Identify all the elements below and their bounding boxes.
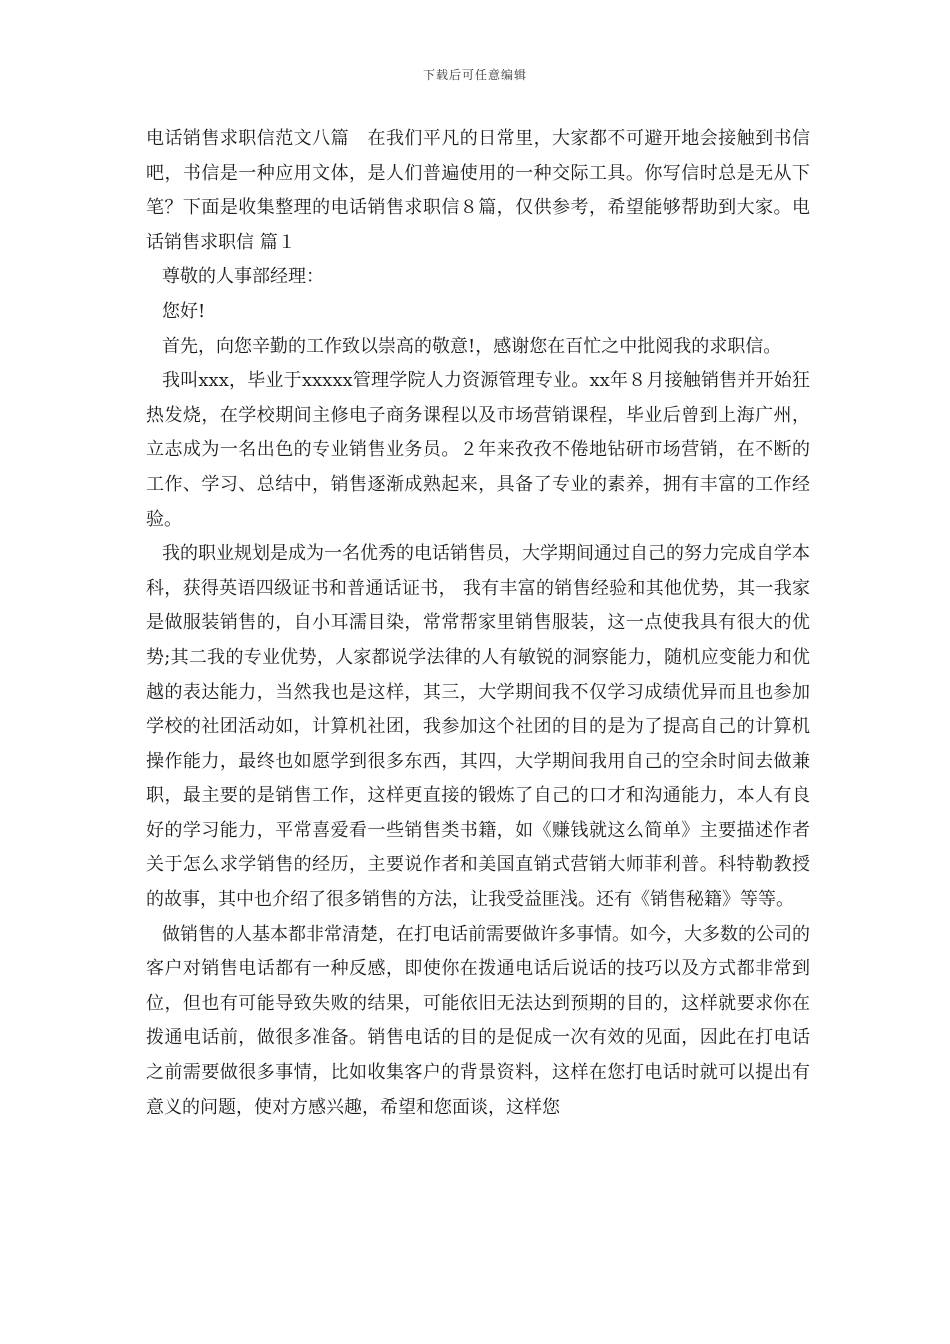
career-plan-paragraph: 我的职业规划是成为一名优秀的电话销售员，大学期间通过自己的努力完成自学本科，获得英语四级证书和普通话证书， 我有丰富的销售经验和其他优势，其一我家是做服装销售的，自小耳濡目染，常常帮家里销售服装，这一点使我具有很大的优势;其二我的专业优势，人家都说学法律的人有敏锐的洞察能力，随机应变能力和优越的表达能力，当然我也是这样，其三，大学期间我不仅学习成绩优异而且也参加学校的社团活动如，计算机社团，我参加这个社团的目的是为了提高自己的计算机操作能力，最终也如愿学到很多东西，其四，大学期间我用自己的空余时间去做兼职，最主要的是销售工作，这样更直接的锻炼了自己的口才和沟通能力，本人有良好的学习能力，平常喜爱看一些销售类书籍，如《赚钱就这么简单》主要描述作者关于怎么求学销售的经历，主要说作者和美国直销式营销大师菲利普。科特勒教授的故事，其中也介绍了很多销售的方法，让我受益匪浅。还有《销售秘籍》等等。	[146, 543, 810, 911]
document-body	[146, 122, 810, 1125]
greeting: 您好!	[162, 300, 206, 322]
opening-paragraph: 首先，向您辛勤的工作致以崇高的敬意!，感谢您在百忙之中批阅我的求职信。	[162, 335, 782, 357]
salutation: 尊敬的人事部经理：	[162, 266, 324, 288]
sales-preparation-paragraph: 做销售的人基本都非常清楚，在打电话前需要做许多事情。如今，大多数的公司的客户对销售电话都有一种反感，即使你在拨通电话后说话的技巧以及方式都非常到位，但也有可能导致失败的结果，可能依旧无法达到预期的目的，这样就要求你在拨通电话前，做很多准备。销售电话的目的是促成一次有效的见面，因此在打电话之前需要做很多事情，比如收集客户的背景资料，这样在您打电话时就可以提出有意义的问题，使对方感兴趣，希望和您面谈，这样您	[146, 923, 810, 1118]
background-paragraph: 我叫xxx，毕业于xxxxx管理学院人力资源管理专业。xx年８月接触销售并开始狂热发烧，在学校期间主修电子商务课程以及市场营销课程，毕业后曾到上海广州，立志成为一名出色的专业销售业务员。２年来孜孜不倦地钻研市场营销，在不断的工作、学习、总结中，销售逐渐成熟起来，具备了专业的素养，拥有丰富的工作经验。	[146, 370, 810, 530]
intro-paragraph: 电话销售求职信范文八篇 在我们平凡的日常里，大家都不可避开地会接触到书信吧，书信是一种应用文体，是人们普遍使用的一种交际工具。你写信时总是无从下笔？下面是收集整理的电话销售求职信８篇，仅供参考，希望能够帮助到大家。电话销售求职信 篇１	[146, 128, 810, 253]
page-header-note: 下载后可任意编辑	[422, 68, 527, 82]
